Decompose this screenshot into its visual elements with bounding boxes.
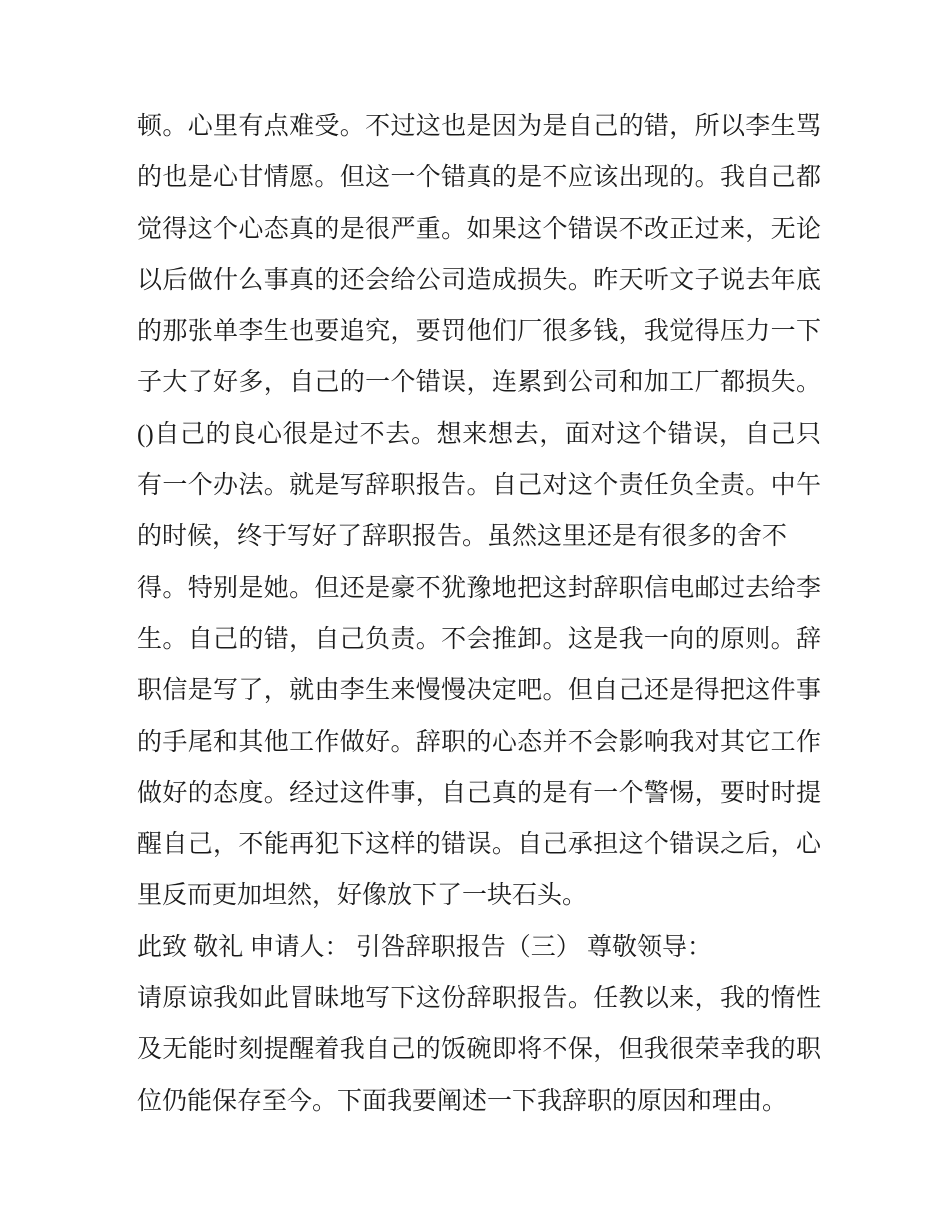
text-line-paragraph-end: 位仍能保存至今。下面我要阐述一下我辞职的原因和理由。: [137, 1087, 788, 1115]
text-line: 醒自己，不能再犯下这样的错误。自己承担这个错误之后，心: [137, 831, 821, 859]
text-line: 的时候，终于写好了辞职报告。虽然这里还是有很多的舍不: [137, 523, 788, 551]
text-line-paragraph-end: 里反而更加坦然，好像放下了一块石头。: [137, 882, 588, 910]
text-line: 有一个办法。就是写辞职报告。自己对这个责任负全责。中午: [137, 472, 821, 500]
text-line: 的那张单李生也要追究，要罚他们厂很多钱，我觉得压力一下: [137, 318, 821, 346]
text-line-signature: 此致 敬礼 申请人： 引咎辞职报告（三） 尊敬领导：: [137, 933, 713, 961]
text-line: 的也是心甘情愿。但这一个错真的是不应该出现的。我自己都: [137, 164, 821, 192]
document-text-block: [137, 101, 821, 1127]
text-line: ()自己的良心很是过不去。想来想去，面对这个错误，自己只: [137, 420, 821, 448]
text-line: 得。特别是她。但还是豪不犹豫地把这封辞职信电邮过去给李: [137, 574, 821, 602]
text-line: 及无能时刻提醒着我自己的饭碗即将不保，但我很荣幸我的职: [137, 1036, 821, 1064]
text-line: 以后做什么事真的还会给公司造成损失。昨天听文子说去年底: [137, 266, 821, 294]
text-line: 觉得这个心态真的是很严重。如果这个错误不改正过来，无论: [137, 215, 821, 243]
text-line: 顿。心里有点难受。不过这也是因为是自己的错，所以李生骂: [137, 113, 821, 140]
text-line: 的手尾和其他工作做好。辞职的心态并不会影响我对其它工作: [137, 728, 821, 756]
text-line: 子大了好多，自己的一个错误，连累到公司和加工厂都损失。: [137, 369, 821, 397]
text-line: 请原谅我如此冒昧地写下这份辞职报告。任教以来，我的惰性: [137, 985, 821, 1013]
text-line: 做好的态度。经过这件事，自己真的是有一个警惕，要时时提: [137, 779, 821, 807]
text-line: 职信是写了，就由李生来慢慢决定吧。但自己还是得把这件事: [137, 677, 821, 705]
text-line: 生。自己的错，自己负责。不会推卸。这是我一向的原则。辞: [137, 625, 821, 653]
